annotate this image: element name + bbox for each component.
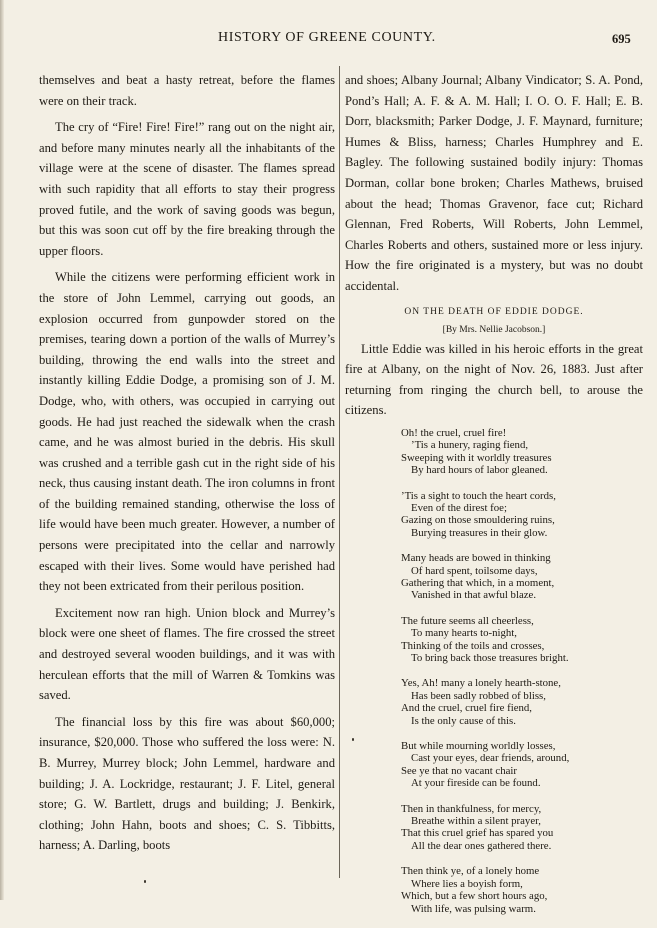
poem-line: With life, was pulsing warm. [411,902,536,915]
poem-stanza [401,490,643,540]
column-divider [339,66,340,878]
paragraph-fire-cry: The cry of “Fire! Fire! Fire!” rang out on the night air, and before many minutes nearly all the inhabitants of the village were at the scene of disaster. The flames spread with such rapidity that all efforts to stay their progress proved futile, and the work of saving goods was begun, but this was soon cut off by the fire breaking through the upper floors. [39,120,335,258]
paragraph-financial-loss: The financial loss by this fire was about $60,000; insurance, $20,000. Those who suffered the loss were: N. B. Murrey, Murrey block; John Lemmel, hardware and building; J. A. Lockridge, restaurant; J. F. Litel, general store; G. W. Bartlett, drugs and building; J. Benkirk, clothing; John Hahn, boots and shoes; C. S. Tibbitts, harness; A. Darling, boots [39,714,335,853]
left-column [39,70,335,862]
poem-line: Even of the direst foe; [411,501,507,514]
poem-line: Sweeping with it worldly treasures [401,451,552,464]
poem-line: Many heads are bowed in thinking [401,552,551,565]
poem-line: At your fireside can be found. [411,777,541,790]
poem-line: ’Tis a sight to touch the heart cords, [401,489,556,502]
poem-line: Where lies a boyish form, [411,877,523,890]
poem-line: But while mourning worldly losses, [401,740,556,753]
poem-line: Is the only cause of this. [411,714,516,727]
paragraph-continuation: themselves and beat a hasty retreat, before the flames were on their track. [39,73,335,108]
poem-line: Has been sadly robbed of bliss, [411,689,546,702]
poem-line: Thinking of the toils and crosses, [401,639,545,652]
poem-line: All the dear ones gathered there. [411,839,552,852]
poem-line: To many hearts to-night, [411,627,517,640]
poem-line: ’Tis a hunery, raging fiend, [411,439,529,452]
poem-line: Burying treasures in their glow. [411,526,548,539]
running-title: HISTORY OF GREENE COUNTY. [218,30,436,45]
poem-title: ON THE DEATH OF EDDIE DODGE. [404,306,584,317]
print-speck [352,738,354,741]
poem-line: Of hard spent, toilsome days, [411,564,538,577]
poem-line: Vanished in that awful blaze. [411,589,537,602]
poem-stanza [401,552,643,602]
page-edge-shadow [0,0,4,900]
poem-line: And the cruel, cruel fire fiend, [401,702,533,715]
poem-line: Yes, Ah! many a lonely hearth-stone, [401,677,561,690]
poem-line: The future seems all cheerless, [401,614,534,627]
poem-line: Cast your eyes, dear friends, around, [411,752,570,765]
poem-stanza [401,865,643,915]
poem-author: [By Mrs. Nellie Jacobson.] [442,324,546,335]
poem-stanza [401,740,643,790]
poem-stanza [401,615,643,665]
page-number: 695 [612,32,631,46]
paragraph-explosion: While the citizens were performing efficient work in the store of John Lemmel, carrying out goods, an explosion occurred from gunpowder stored on the premises, tearing down a portion of the walls of Murrey’s building, throwing the end walls into the street and instantly killing Eddie Dodge, a promising son of J. M. Dodge, who, with others, was occupied in carrying out goods. He had just reached the sidewalk when the crash came, and he was almost buried in the debris. His skull was crushed and a terrible gash cut in the right side of his neck, thus causing instant death. The iron columns in front of the building remained standing, otherwise the loss of life would have been much greater. However, a number of persons were precipitated into the cellar and narrowly escaped with their lives. Some would have perished had they not been extricated from their perilous position. [39,270,335,594]
poem-line: Then in thankfulness, for mercy, [401,802,542,815]
paragraph-loss-continued: and shoes; Albany Journal; Albany Vindicator; S. A. Pond, Pond’s Hall; A. F. & A. M. Hall; I. O. O. F. Hall; E. B. Dorr, blacksmith; Parker Dodge, J. F. Maynard, furniture; Humes & Bliss, harness; Charles Humphrey and E. Bagley. The following sustained bodily injury: Thomas Dorman, collar bone broken; Charles Mathews, bruised about the head; Thomas Gravenor, face cut; Richard Glennan, Fred Roberts, Will Roberts, John Lemmel, Charles Roberts and others, sustained more or less injury. How the fire originated is a mystery, but was no doubt accidental. [345,73,643,293]
poem-stanza [401,427,643,477]
right-column [345,70,643,928]
poem-stanza [401,677,643,727]
poem-line: Breathe within a silent prayer, [411,815,541,828]
page-header [0,30,657,52]
poem-line: Gathering that which, in a moment, [401,576,555,589]
poem-line: Oh! the cruel, cruel fire! [401,426,507,439]
poem [401,427,643,915]
poem-stanza [401,803,643,853]
poem-line: See ye that no vacant chair [401,764,518,777]
poem-line: That this cruel grief has spared you [401,827,554,840]
poem-line: Gazing on those smouldering ruins, [401,514,555,527]
poem-line: Which, but a few short hours ago, [401,890,548,903]
poem-line: To bring back those treasures bright. [411,652,569,664]
poem-intro: Little Eddie was killed in his heroic efforts in the great fire at Albany, on the night of Nov. 26, 1883. Just after returning from ringing the church bell, to arouse the citizens. [345,341,643,418]
poem-line: By hard hours of labor gleaned. [411,464,548,477]
paragraph-excitement: Excitement now ran high. Union block and Murrey’s block were one sheet of flames. The fire crossed the street and destroyed several wooden buildings, and it was with herculean efforts that the mill of Warren & Tomkins was saved. [39,605,335,703]
print-speck [144,880,146,883]
poem-line: Then think ye, of a lonely home [401,865,540,878]
